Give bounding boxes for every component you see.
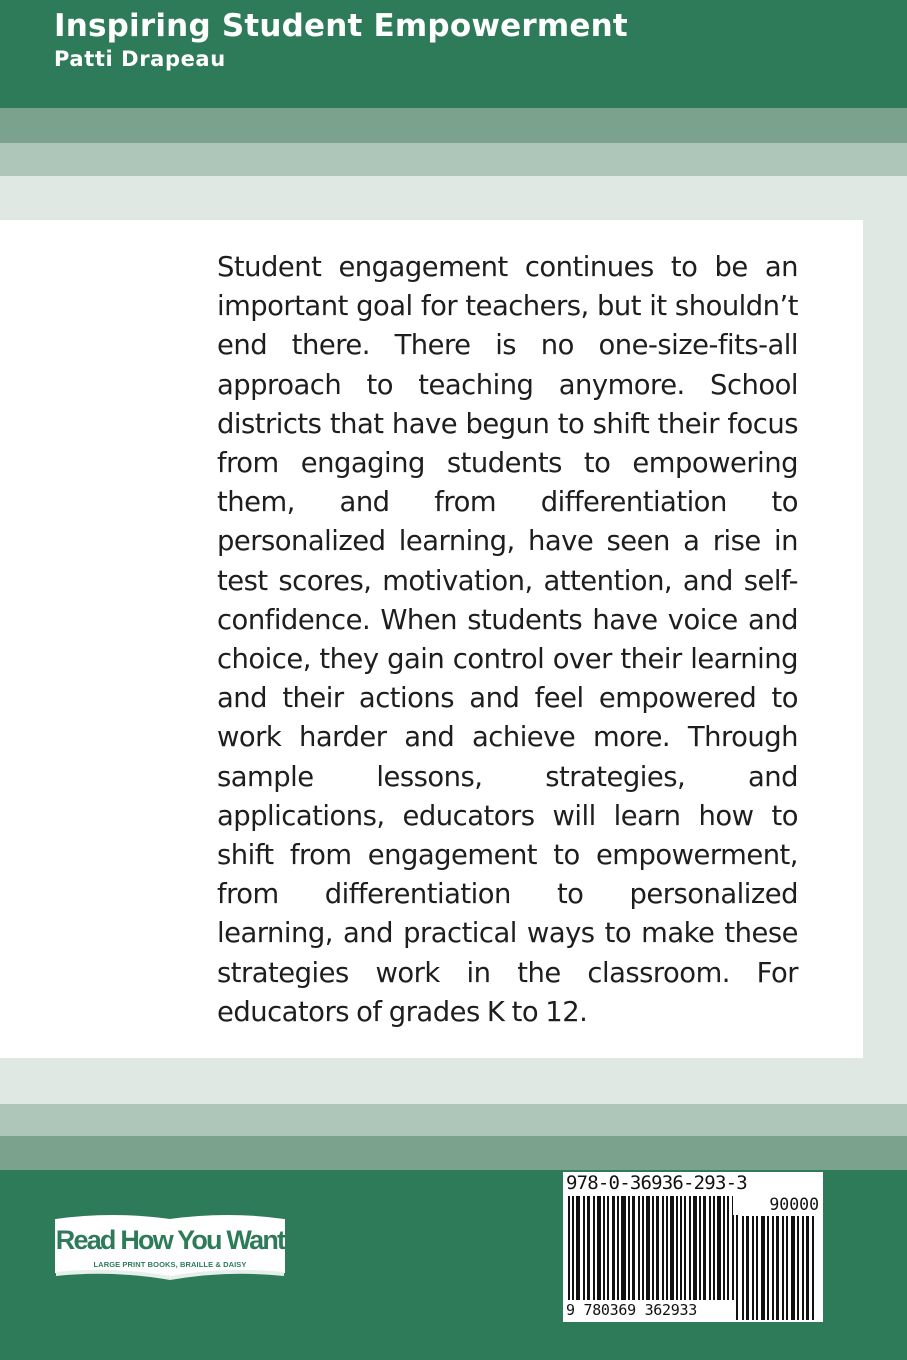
publisher-name: Read How You Want [55,1225,285,1255]
decorative-stripe-top-dark [0,108,907,143]
isbn-number: 978-0-36936-293-3 [566,1172,747,1194]
book-title: Inspiring Student Empowerment [54,8,628,44]
book-author: Patti Drapeau [54,47,226,71]
barcode-digits: 9 780369 362933 [563,1300,736,1320]
decorative-stripe-top-light [0,143,907,176]
cover-header [0,0,907,108]
decorative-stripe-bottom-light [0,1104,907,1136]
publisher-tagline: LARGE PRINT BOOKS, BRAILLE & DAISY [93,1260,247,1269]
price-code: 90000 [733,1195,819,1215]
isbn-barcode-box [563,1172,823,1322]
book-description: Student engagement continues to be an important goal for teachers, but it shouldn’t end there. There is no one-size-fits-all approach to teaching anymore. School districts that have begun to shift their focus from engaging students to empowering them, and from differentiation to personalized learning, have seen a rise in test scores, motivation, attention, and self-confidence. When students have voice and choice, they gain control over their learning and their actions and feel empowered to work harder and achieve more. Through sample lessons, strategies, and applications, educators will learn how to shift from engagement to empowerment, from differentiation to personalized learning, and practical ways to make these strategies work in the classroom. For educators of grades K to 12. [217,252,798,1028]
publisher-logo [52,1212,288,1282]
decorative-stripe-bottom-dark [0,1136,907,1170]
